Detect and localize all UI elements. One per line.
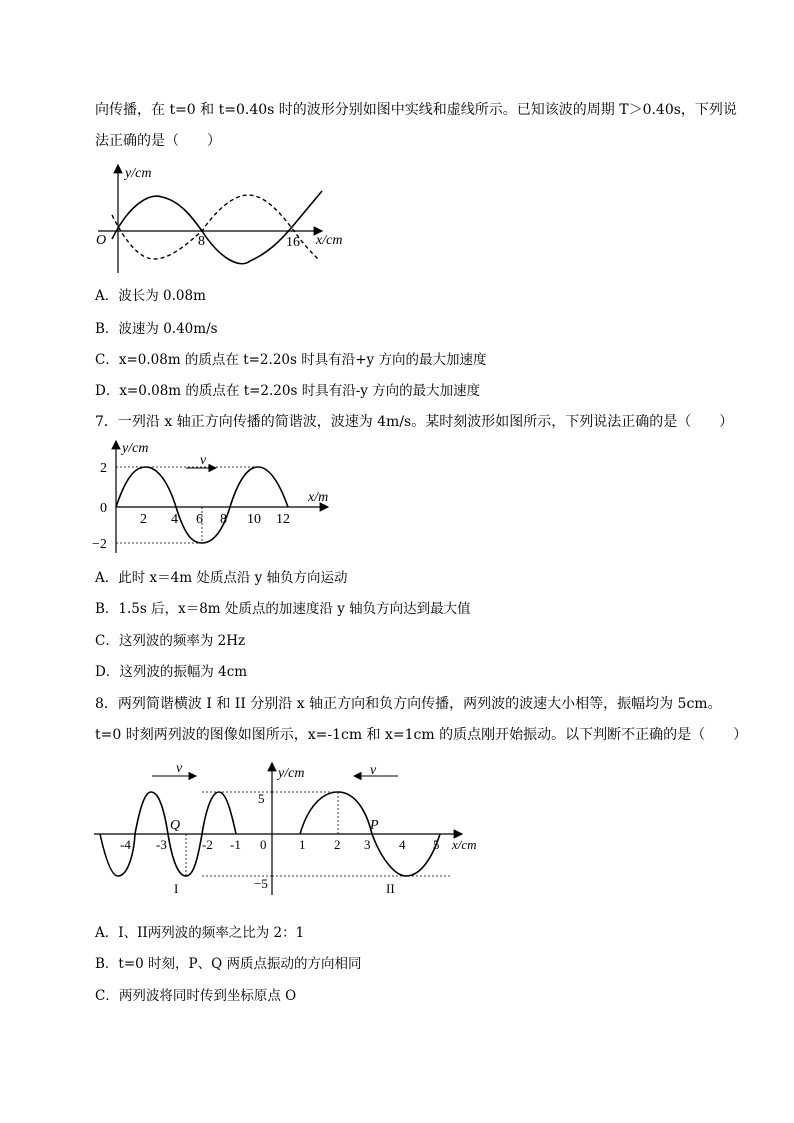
q8-option-b: B．t=0 时刻，P、Q 两质点振动的方向相同 [95,956,362,972]
q8-x-tick: -1 [230,837,241,852]
q6-wave-figure [90,155,360,280]
q7-x-tick: 8 [220,512,227,527]
q6-solid-wave [112,191,322,264]
q8-velocity-label-left: v [176,761,183,776]
q6-option-c: C．x=0.08m 的质点在 t=2.20s 时具有沿+y 方向的最大加速度 [95,352,487,368]
q8-point-q: Q [170,818,181,833]
q8-wave-I-label: I [174,881,179,896]
q7-x-tick: 6 [196,512,203,527]
q6-tick-8: 8 [198,234,205,249]
q8-y-tick-m5: −5 [254,876,268,891]
q6-option-b: B．波速为 0.40m/s [95,321,218,337]
q8-option-c: C．两列波将同时传到坐标原点 O [95,988,297,1004]
q6-option-d: D．x=0.08m 的质点在 t=2.20s 时具有沿-y 方向的最大加速度 [95,383,481,399]
q8-wave-II-label: II [386,881,395,896]
q8-x-tick: -4 [120,837,131,852]
q7-stem: 7．一列沿 x 轴正方向传播的简谐波，波速为 4m/s。某时刻波形如图所示，下列说法正确的是（ ） [95,414,734,430]
q7-y-label: y/cm [122,441,149,456]
q8-point-p: P [370,818,379,833]
q8-x-tick: 4 [399,837,406,852]
q7-option-c: C．这列波的频率为 2Hz [95,633,246,649]
q8-x-tick: 0 [260,837,267,852]
q6-option-a: A．波长为 0.08m [95,288,206,304]
q8-x-tick: 2 [334,837,341,852]
q8-stem-line2: t=0 时刻两列波的图像如图所示，x=-1cm 和 x=1cm 的质点刚开始振动。以下判断不正确的是（ ） [95,727,748,743]
q8-x-tick: -3 [156,837,167,852]
q8-velocity-label-right: v [370,763,377,778]
q8-x-tick: 3 [364,837,371,852]
q8-wave-figure [90,757,490,902]
q8-x-tick: 5 [433,837,440,852]
q7-option-b: B．1.5s 后，x＝8m 处质点的加速度沿 y 轴负方向达到最大值 [95,601,471,617]
q7-velocity-label: v [200,453,207,468]
q6-x-label: x/cm [316,233,343,248]
q8-x-label: x/cm [452,837,477,852]
q7-x-tick: 2 [140,512,147,527]
q7-y-tick-0: 0 [100,501,107,516]
q6-y-label: y/cm [125,166,152,181]
q8-option-a: A．I、II两列波的频率之比为 2：1 [95,925,305,941]
q8-x-tick: -2 [202,837,213,852]
q7-option-a: A．此时 x＝4m 处质点沿 y 轴负方向运动 [95,570,348,586]
q7-y-tick-m2: −2 [92,537,107,552]
q7-x-tick: 4 [171,512,178,527]
q7-y-tick-2: 2 [100,461,107,476]
q8-y-tick-5: 5 [258,791,265,806]
q7-x-tick: 12 [276,512,290,527]
q7-x-tick: 10 [247,512,261,527]
q7-x-label: x/m [308,490,329,505]
q8-stem-line1: 8．两列简谐横波 I 和 II 分别沿 x 轴正方向和负方向传播，两列波的波速大小相等，振幅均为 5cm。 [95,696,722,712]
q8-x-tick: 1 [299,837,306,852]
q6-stem-line1: 向传播，在 t=0 和 t=0.40s 时的波形分别如图中实线和虚线所示。已知该波的周期 T＞0.40s，下列说 [95,102,737,118]
q6-stem-line2: 法正确的是（ ） [95,133,221,149]
q6-tick-16: 16 [286,235,300,250]
q7-option-d: D．这列波的振幅为 4cm [95,664,248,680]
q7-wave-figure [90,435,350,560]
q8-y-label: y/cm [278,766,305,781]
q6-origin-label: O [96,233,107,248]
